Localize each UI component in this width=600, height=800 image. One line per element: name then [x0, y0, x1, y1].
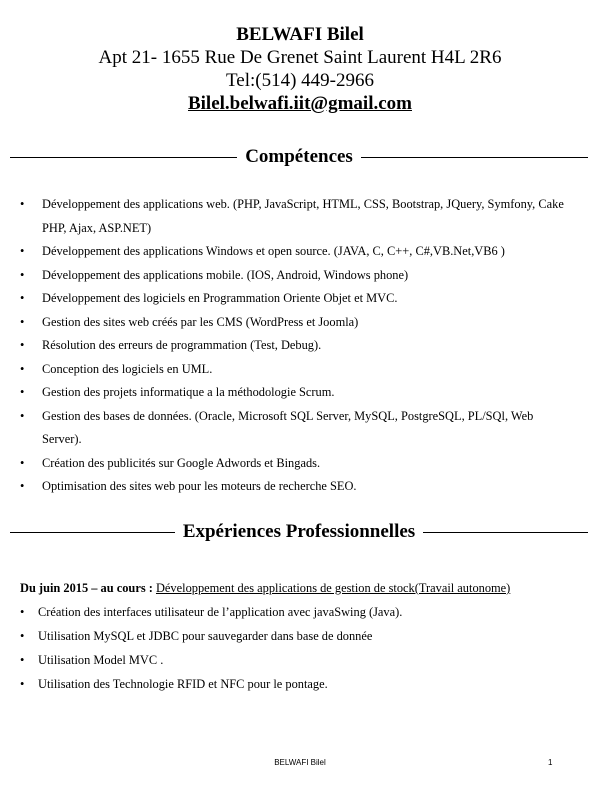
list-item: • Utilisation des Technologie RFID et NFC pour le pontage.	[0, 672, 600, 696]
bullet: •	[20, 385, 25, 399]
bullet: •	[20, 479, 25, 493]
list-item: • Développement des applications Windows et open source. (JAVA, C, C++, C#,VB.Net,VB6 )	[0, 240, 600, 264]
experiences-heading	[10, 521, 588, 543]
experiences-title: Expériences Professionnelles	[182, 521, 416, 542]
heading-rule-right	[361, 157, 588, 158]
list-item: • Développement des applications mobile. (IOS, Android, Windows phone)	[0, 264, 600, 288]
bullet: •	[20, 677, 25, 691]
job-header	[20, 581, 590, 596]
bullet: •	[20, 244, 25, 258]
competences-heading	[10, 146, 588, 168]
bullet: •	[20, 267, 25, 282]
list-item: • Développement des applications web. (PHP, JavaScript, HTML, CSS, Bootstrap, JQuery, Symfony, Cake PHP, Ajax, ASP.NET)	[0, 193, 600, 240]
bullet: •	[20, 629, 25, 643]
list-item: • Création des publicités sur Google Adwords et Bingads.	[0, 452, 600, 476]
footer-name: BELWAFI Bilel	[274, 758, 326, 767]
email-link[interactable]: Bilel.belwafi.iit@gmail.com	[187, 93, 412, 114]
bullet: •	[20, 314, 25, 329]
list-item: • Utilisation Model MVC .	[0, 648, 600, 672]
list-item: • Gestion des projets informatique a la méthodologie Scrum.	[0, 381, 600, 405]
bullet: •	[20, 291, 25, 305]
heading-rule-left	[10, 157, 237, 158]
competences-list	[0, 193, 600, 499]
candidate-name: BELWAFI Bilel	[236, 24, 364, 45]
list-item: • Optimisation des sites web pour les moteurs de recherche SEO.	[0, 475, 600, 499]
list-item: • Développement des logiciels en Programmation Oriente Objet et MVC.	[0, 287, 600, 311]
heading-rule-right	[423, 532, 588, 533]
bullet: •	[20, 361, 25, 376]
list-item: • Gestion des bases de données. (Oracle, Microsoft SQL Server, MySQL, PostgreSQL, PL/SQl, Web Server).	[0, 405, 600, 452]
address: Apt 21- 1655 Rue De Grenet Saint Laurent H4L 2R6	[98, 47, 502, 68]
page-number: 1	[548, 758, 553, 767]
bullet: •	[20, 408, 25, 423]
heading-rule-left	[10, 532, 175, 533]
phone: Tel:(514) 449-2966	[225, 70, 374, 91]
cv-header	[0, 24, 600, 115]
competences-title: Compétences	[245, 146, 353, 167]
bullet: •	[20, 197, 25, 211]
job-title: Développement des applications de gestion de stock(Travail autonome)	[155, 581, 511, 595]
bullet: •	[20, 455, 25, 470]
list-item: • Utilisation MySQL et JDBC pour sauvegarder dans base de donnée	[0, 624, 600, 648]
list-item: • Conception des logiciels en UML.	[0, 358, 600, 382]
job-period: Du juin 2015 – au cours :	[20, 581, 153, 595]
job-tasks-list	[0, 600, 600, 696]
list-item: • Création des interfaces utilisateur de l’application avec javaSwing (Java).	[0, 600, 600, 624]
list-item: • Résolution des erreurs de programmation (Test, Debug).	[0, 334, 600, 358]
bullet: •	[20, 605, 25, 619]
bullet: •	[20, 338, 25, 352]
list-item: • Gestion des sites web créés par les CMS (WordPress et Joomla)	[0, 311, 600, 335]
bullet: •	[20, 653, 25, 667]
